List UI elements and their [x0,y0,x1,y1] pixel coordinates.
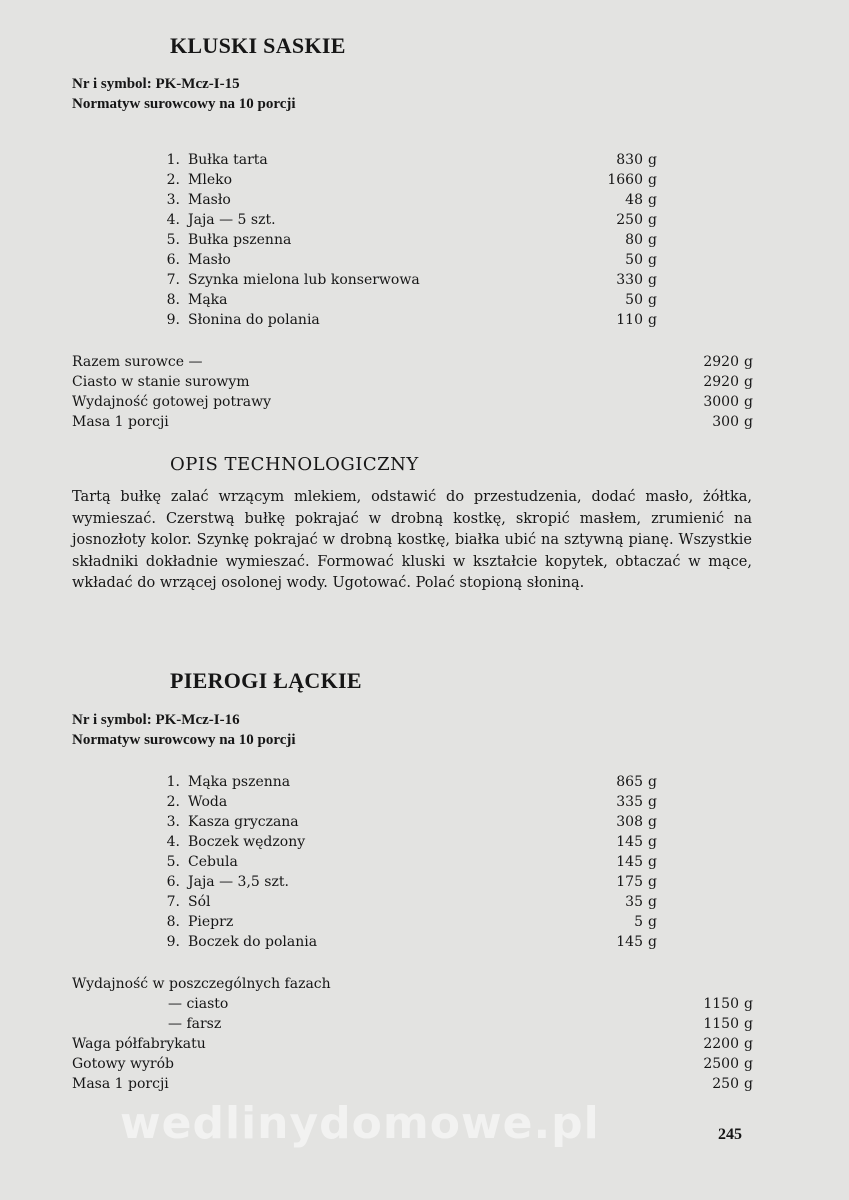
item-number: 8. [166,292,180,308]
item-unit: g [648,854,657,870]
item-amount: 300 [712,414,739,430]
total-label: Waga półfabrykatu [72,1036,206,1052]
total-row [72,372,753,392]
item-amount: 2500 [703,1056,739,1072]
item-amount: 1150 [703,996,739,1012]
item-name: Jaja — 5 szt. [188,212,276,228]
ingredient-row [166,270,657,290]
item-unit: g [648,252,657,268]
total-row [72,412,753,432]
item-number: 9. [166,934,180,950]
item-unit: g [648,914,657,930]
item-unit: g [744,1076,753,1092]
item-unit: g [648,934,657,950]
total-label: — ciasto [168,996,229,1012]
total-row [72,1034,753,1054]
ingredient-row [166,932,657,952]
item-unit: g [648,874,657,890]
item-number: 2. [166,172,180,188]
item-amount: 830 [616,152,643,168]
item-unit: g [744,394,753,410]
item-number: 3. [166,192,180,208]
item-amount: 308 [616,814,643,830]
total-row [72,994,753,1014]
item-number: 7. [166,894,180,910]
yield-heading: Wydajność w poszczególnych fazach [72,976,331,992]
ingredient-row [166,310,657,330]
total-row [72,1054,753,1074]
item-amount: 35 [625,894,643,910]
item-number: 9. [166,312,180,328]
total-label: Gotowy wyrób [72,1056,174,1072]
item-unit: g [744,414,753,430]
ingredient-row [166,230,657,250]
item-amount: 175 [616,874,643,890]
item-amount: 335 [616,794,643,810]
item-unit: g [648,312,657,328]
ingredient-row [166,250,657,270]
recipe-title: KLUSKI SASKIE [170,33,346,58]
item-number: 5. [166,232,180,248]
ingredient-row [166,190,657,210]
total-label: Razem surowce — [72,354,203,370]
item-number: 7. [166,272,180,288]
item-unit: g [648,774,657,790]
item-amount: 865 [616,774,643,790]
recipe-title: PIEROGI ŁĄCKIE [170,668,362,693]
total-label: Wydajność gotowej potrawy [72,394,272,410]
ingredient-row [166,852,657,872]
description-paragraph: Tartą bułkę zalać wrzącym mlekiem, odstawić do przestudzenia, dodać masło, żółtka, wymieszać. Czerstwą bułkę pokrajać w drobną kostkę, skropić masłem, zrumienić na josnozłoty kolor. Szynkę pokrajać w drobną kostkę, białka ubić na sztywną pianę. Wszystkie składniki dokładnie wymieszać. Formować kluski w kształcie kopytek, obtaczać w mące, wkładać do wrzącej osolonej wody. Ugotować. Polać stopioną słoniną. [72,489,752,592]
item-unit: g [648,212,657,228]
ingredient-row [166,170,657,190]
page-number: 245 [718,1126,742,1143]
item-unit: g [744,1036,753,1052]
item-number: 6. [166,252,180,268]
item-unit: g [648,794,657,810]
total-label: Ciasto w stanie surowym [72,374,250,390]
item-name: Pieprz [188,914,234,930]
item-unit: g [744,1056,753,1072]
item-name: Jaja — 3,5 szt. [188,874,289,890]
ingredient-row [166,290,657,310]
ingredient-row [166,812,657,832]
item-name: Szynka mielona lub konserwowa [188,272,420,288]
item-amount: 145 [616,854,643,870]
item-unit: g [648,894,657,910]
total-label: Masa 1 porcji [72,414,169,430]
total-row [72,352,753,372]
item-unit: g [648,172,657,188]
item-name: Woda [188,794,228,810]
section-heading: OPIS TECHNOLOGICZNY [170,454,419,475]
item-amount: 2920 [703,354,739,370]
item-amount: 50 [625,292,643,308]
item-number: 1. [166,152,180,168]
ingredient-row [166,772,657,792]
item-number: 1. [166,774,180,790]
item-unit: g [744,1016,753,1032]
ingredient-row [166,832,657,852]
item-name: Boczek do polania [188,934,318,950]
item-amount: 50 [625,252,643,268]
item-amount: 2200 [703,1036,739,1052]
item-amount: 330 [616,272,643,288]
ingredient-row [166,892,657,912]
recipe-symbol: Nr i symbol: PK-Mcz-I-15 [72,76,240,92]
item-amount: 5 [634,914,643,930]
recipe-meta [72,74,296,114]
ingredient-row [166,792,657,812]
ingredient-row [166,872,657,892]
ingredient-row [166,210,657,230]
item-number: 5. [166,854,180,870]
item-amount: 250 [712,1076,739,1092]
item-unit: g [744,354,753,370]
item-name: Bułka tarta [188,152,268,168]
item-amount: 1660 [607,172,643,188]
recipe-norm: Normatyw surowcowy na 10 porcji [72,96,296,112]
watermark: wedlinydomowe.pl [120,1098,600,1149]
ingredient-row [166,150,657,170]
item-unit: g [648,814,657,830]
item-name: Bułka pszenna [188,232,292,248]
item-number: 4. [166,212,180,228]
item-amount: 145 [616,934,643,950]
item-unit: g [648,272,657,288]
item-unit: g [648,292,657,308]
item-name: Sól [188,894,211,910]
recipe-meta [72,710,296,750]
item-name: Cebula [188,854,238,870]
total-row [72,392,753,412]
item-number: 3. [166,814,180,830]
item-unit: g [648,152,657,168]
total-label: — farsz [168,1016,222,1032]
item-amount: 250 [616,212,643,228]
item-number: 6. [166,874,180,890]
total-label: Masa 1 porcji [72,1076,169,1092]
item-name: Słonina do polania [188,312,320,328]
item-amount: 110 [616,312,643,328]
item-name: Boczek wędzony [188,834,306,850]
item-name: Mąka pszenna [188,774,291,790]
recipe-symbol: Nr i symbol: PK-Mcz-I-16 [72,712,240,728]
item-number: 4. [166,834,180,850]
item-name: Masło [188,192,231,208]
total-row [72,1014,753,1034]
item-unit: g [744,996,753,1012]
item-amount: 2920 [703,374,739,390]
item-amount: 3000 [703,394,739,410]
item-name: Masło [188,252,231,268]
item-amount: 1150 [703,1016,739,1032]
item-amount: 145 [616,834,643,850]
total-row [72,1074,753,1094]
item-number: 8. [166,914,180,930]
item-unit: g [744,374,753,390]
item-name: Kasza gryczana [188,814,299,830]
item-unit: g [648,232,657,248]
item-number: 2. [166,794,180,810]
item-name: Mleko [188,172,233,188]
item-name: Mąka [188,292,228,308]
ingredient-row [166,912,657,932]
item-amount: 48 [625,192,643,208]
recipe-norm: Normatyw surowcowy na 10 porcji [72,732,296,748]
item-unit: g [648,834,657,850]
item-unit: g [648,192,657,208]
item-amount: 80 [625,232,643,248]
